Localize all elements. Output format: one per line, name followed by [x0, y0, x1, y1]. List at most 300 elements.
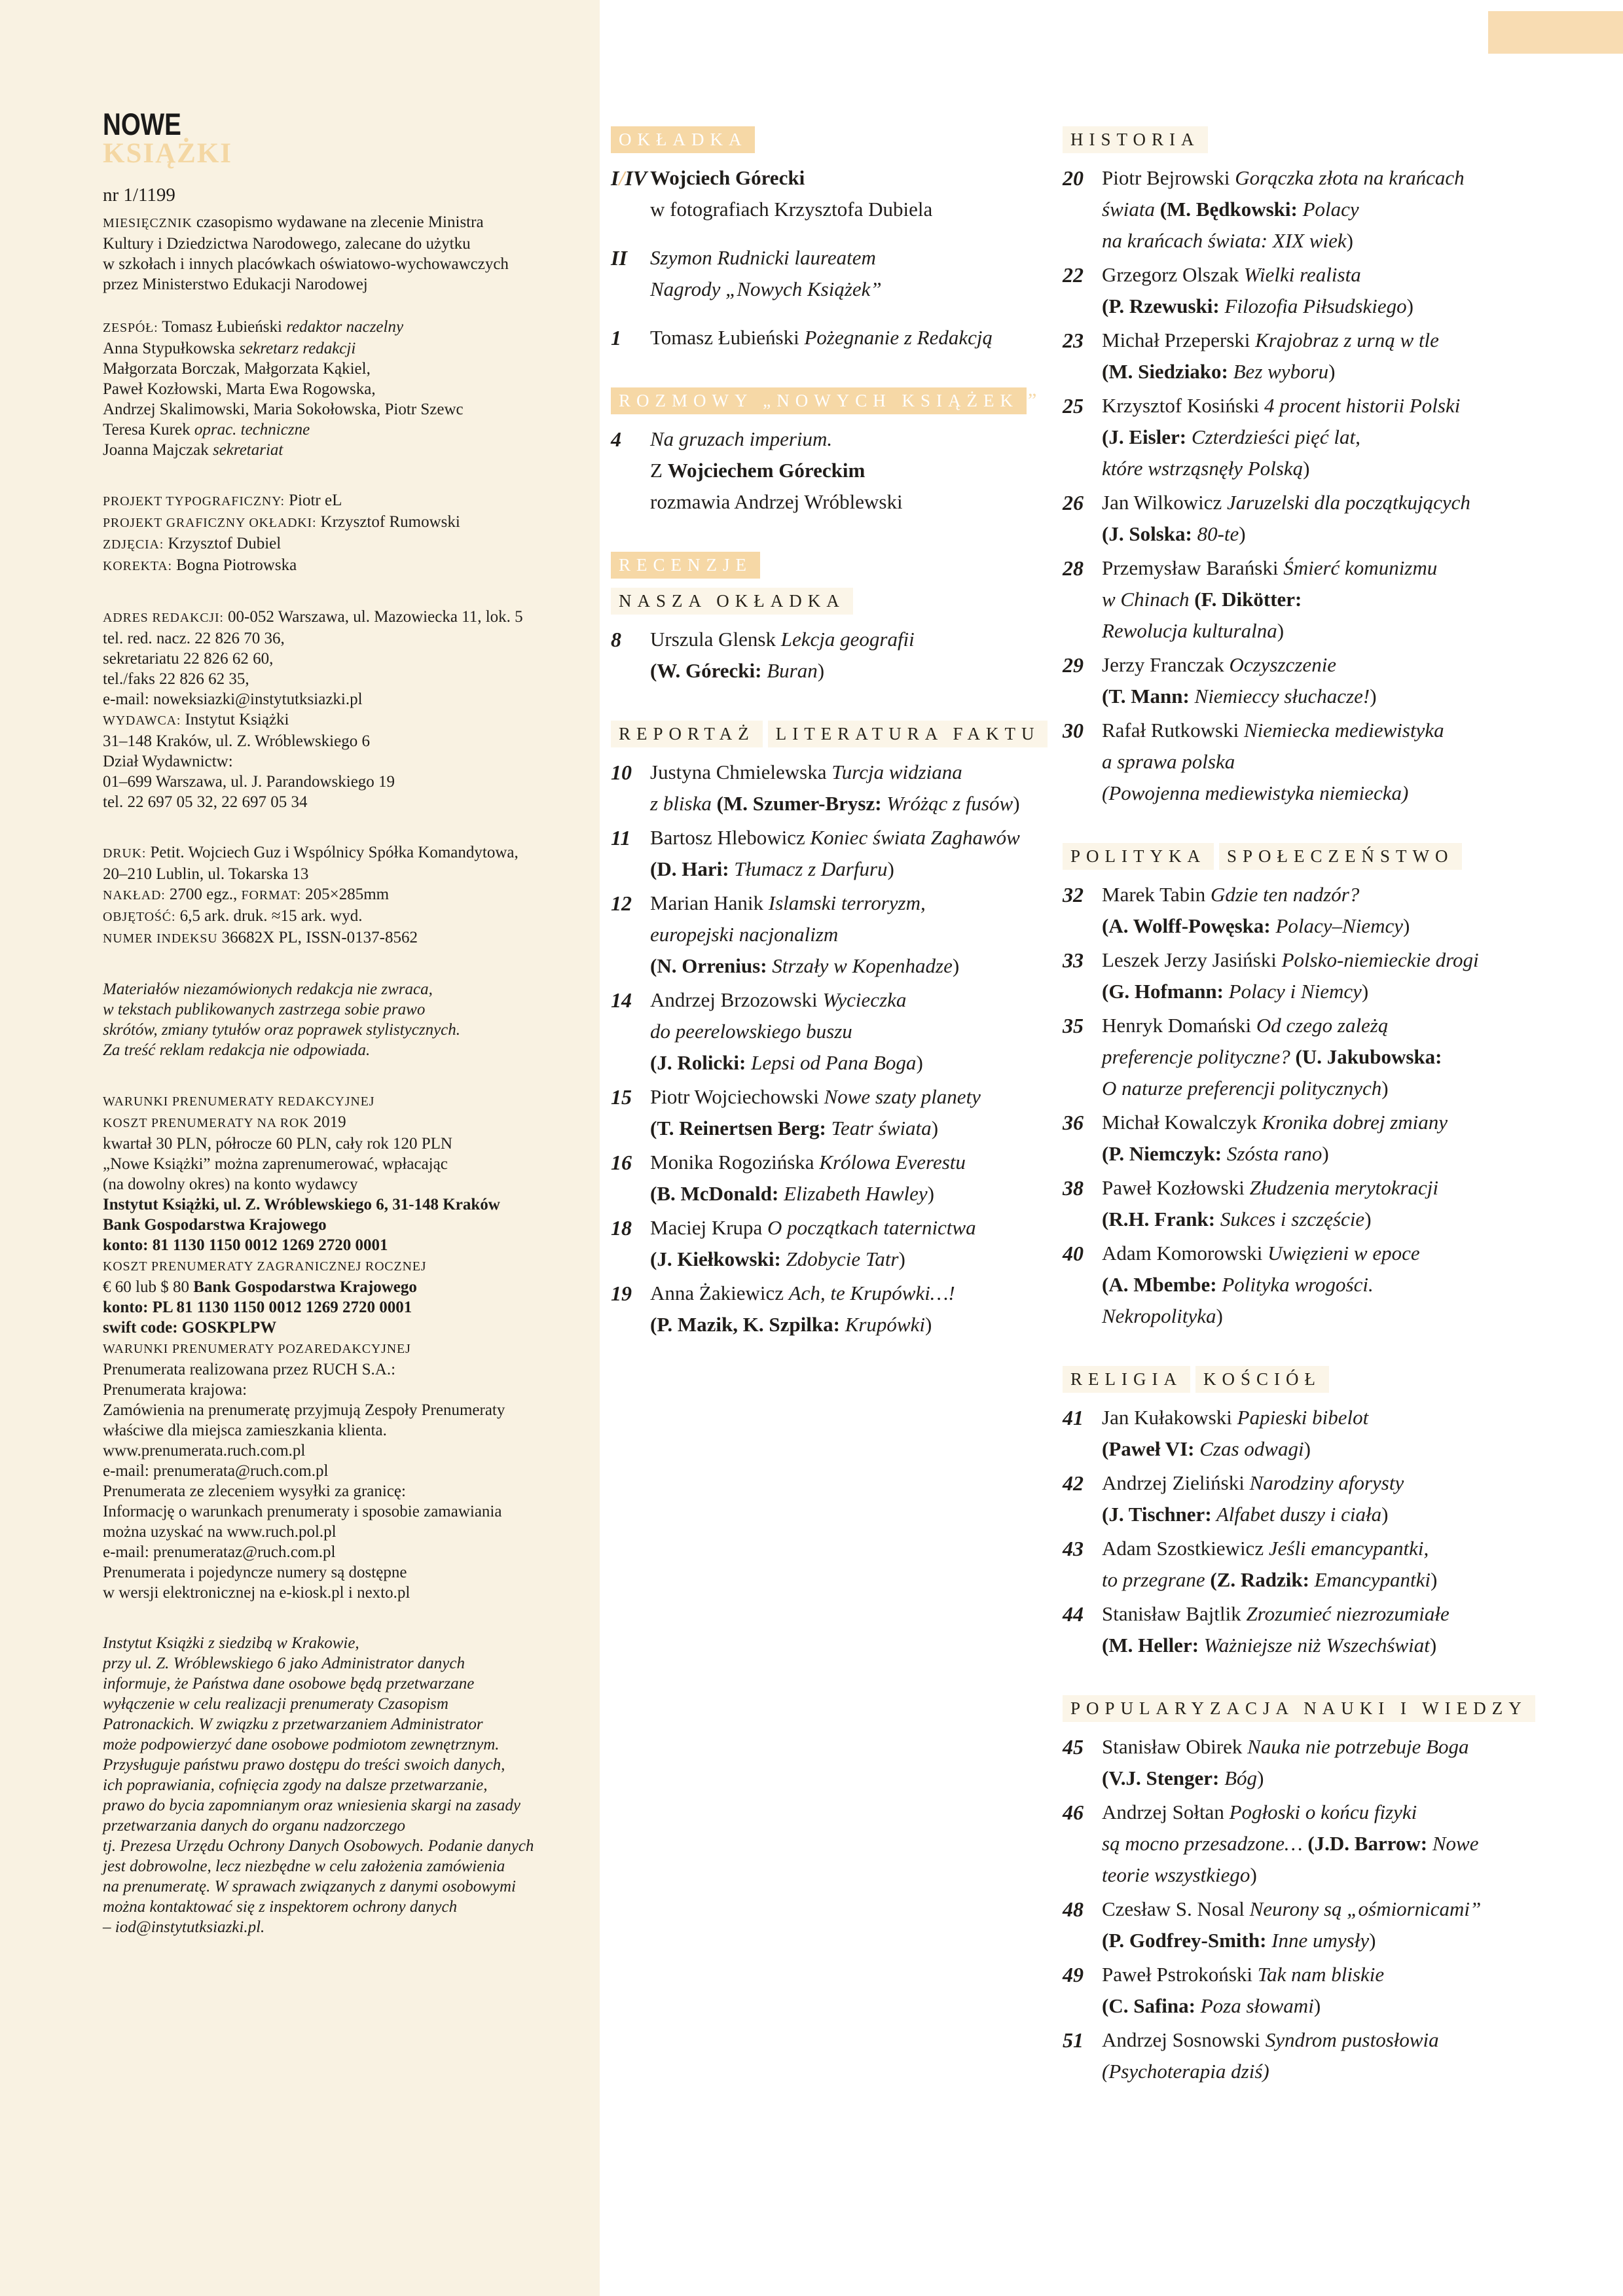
toc-line [650, 1047, 923, 1079]
toc-line [1102, 976, 1479, 1007]
toc-item [1063, 259, 1599, 322]
toc-line [1102, 259, 1413, 291]
masthead-line [103, 1633, 580, 1653]
masthead-line [103, 1040, 580, 1060]
text-segment: Krupówki [839, 1313, 925, 1336]
text-segment: O początkach taternictwa [767, 1216, 976, 1239]
text-segment: Tłumacz z Darfuru [729, 857, 888, 880]
masthead-block [103, 1090, 580, 1603]
text-segment: NAKŁAD: [103, 888, 166, 903]
text-segment: (M. Szumer-Brysz: [716, 792, 882, 815]
masthead-line [103, 1542, 580, 1562]
text-segment: Syndrom pustosłowia [1265, 2028, 1439, 2051]
text-segment: ) [931, 1117, 939, 1139]
text-segment: (Psychoterapia dziś) [1102, 2060, 1269, 2083]
text-segment: 4 procent historii Polski [1264, 394, 1461, 417]
text-segment: w szkołach i innych placówkach oświatowo-wychowawczych [103, 255, 509, 273]
text-segment: (P. Niemczyk: [1102, 1142, 1222, 1165]
section-header [611, 552, 1056, 579]
toc-item-text [1102, 715, 1444, 809]
masthead-line [103, 379, 580, 399]
toc-item-text [1102, 552, 1437, 647]
text-segment: Bartosz Hlebowicz [650, 826, 811, 849]
text-segment: Dział Wydawnictw: [103, 753, 233, 770]
text-segment: Prenumerata i pojedyncze numery są dostępne [103, 1564, 407, 1581]
toc-line [650, 423, 903, 455]
toc-line [1102, 1564, 1437, 1596]
toc-line [650, 853, 1020, 885]
text-segment: które wstrząsnęły Polską [1102, 457, 1304, 480]
masthead-block [103, 1633, 580, 1937]
text-segment: ) [1239, 522, 1246, 545]
masthead-line [103, 1235, 580, 1255]
text-segment: (M. Heller: [1102, 1634, 1199, 1657]
toc-column-right [1063, 126, 1599, 2090]
masthead-line [103, 731, 580, 751]
masthead-line [103, 628, 580, 649]
text-segment: ) [924, 1313, 932, 1336]
text-segment: (J. Rolicki: [650, 1051, 746, 1074]
toc-line [650, 322, 993, 353]
text-segment: (B. McDonald: [650, 1182, 779, 1205]
masthead-block [103, 212, 580, 295]
toc-item-text [650, 1147, 966, 1210]
text-segment: Ważniejsze niż Wszechświat [1199, 1634, 1430, 1657]
toc-item-text [650, 423, 903, 518]
toc-item-number: 11 [611, 826, 631, 850]
masthead-column [0, 0, 600, 2296]
toc-item [1063, 879, 1599, 942]
text-segment: Buran [761, 659, 818, 682]
text-segment: (A. Mbembe: [1102, 1273, 1217, 1296]
text-segment: Szymon Rudnicki laureatem [650, 246, 876, 269]
text-segment: Bank Gospodarstwa Krajowego [103, 1216, 327, 1234]
toc-item [1063, 1467, 1599, 1530]
text-segment: Michał Kowalczyk [1102, 1111, 1262, 1134]
masthead-line [103, 1255, 580, 1277]
text-segment: Henryk Domański [1102, 1014, 1256, 1037]
header-word: POPULARYZACJA NAUKI I WIEDZY [1063, 1695, 1535, 1722]
text-segment: I [611, 166, 619, 190]
text-segment: Stanisław Bajtlik [1102, 1602, 1247, 1625]
masthead-line [103, 555, 580, 577]
toc-item-text [1102, 1893, 1481, 1956]
text-segment: Monika Rogozińska [650, 1151, 820, 1174]
toc-line [1102, 325, 1439, 356]
toc-line [1102, 746, 1444, 778]
masthead-line [103, 1583, 580, 1603]
text-segment: ADRES REDAKCJI: [103, 611, 224, 625]
text-segment: Strzały w Kopenhadze [767, 954, 953, 977]
toc-item [611, 1278, 1056, 1340]
header-word: RELIGIA [1063, 1366, 1190, 1393]
toc-item-number: 40 [1063, 1242, 1084, 1265]
toc-item [611, 1081, 1056, 1144]
text-segment: (Powojenna mediewistyka niemiecka) [1102, 781, 1409, 804]
text-segment: Papieski bibelot [1237, 1406, 1369, 1429]
text-segment: (M. Będkowski: [1159, 198, 1298, 221]
toc-line [1102, 1630, 1450, 1661]
toc-line [1102, 1073, 1442, 1104]
text-segment: O naturze preferencji politycznych [1102, 1077, 1382, 1100]
toc-line [1102, 1172, 1438, 1204]
toc-item-number: 44 [1063, 1602, 1084, 1626]
toc-line [1102, 1763, 1469, 1794]
masthead-line [103, 359, 580, 379]
toc-line [650, 655, 915, 687]
toc-line [1102, 225, 1465, 257]
toc-item-text [1102, 879, 1410, 942]
toc-item [1063, 2024, 1599, 2087]
text-segment: Wojciech Górecki [650, 166, 805, 189]
text-segment: Przysługuje państwu prawo dostępu do treści swoich danych, [103, 1756, 505, 1774]
text-segment: Gorączka złota na krańcach [1235, 166, 1465, 189]
toc-line [650, 242, 882, 274]
masthead-line [103, 338, 580, 359]
toc-item [1063, 1238, 1599, 1332]
text-segment: (C. Safina: [1102, 1994, 1195, 2017]
section-header [611, 588, 1056, 615]
text-segment: Jaruzelski dla początkujących [1227, 491, 1470, 514]
toc-item-number: 42 [1063, 1471, 1084, 1495]
text-segment: ) [1346, 229, 1353, 252]
masthead-line [103, 607, 580, 628]
text-segment: Kultury i Dziedzictwa Narodowego, zalecane do użytku [103, 235, 471, 253]
toc-line [1102, 1433, 1368, 1465]
toc-item [611, 757, 1056, 819]
text-segment: (U. Jakubowska: [1295, 1045, 1442, 1068]
text-segment: swift code: GOSKPLPW [103, 1319, 277, 1336]
toc-item [1063, 487, 1599, 550]
text-segment: (D. Hari: [650, 857, 729, 880]
text-segment: ) [1328, 360, 1336, 383]
text-segment: Z [650, 459, 668, 482]
toc-item-text [650, 322, 993, 353]
text-segment: z bliska [650, 792, 717, 815]
toc-item-text [1102, 1598, 1450, 1661]
masthead-line [103, 1653, 580, 1674]
text-segment: ) [1304, 1437, 1311, 1460]
toc-line [1102, 1269, 1420, 1300]
text-segment: sekretarz redakcji [239, 340, 356, 357]
toc-item [1063, 1959, 1599, 2022]
toc-item [1063, 1107, 1599, 1170]
text-segment: 36682X PL, ISSN-0137-8562 [217, 929, 418, 946]
text-segment: skrótów, zmiany tytułów oraz poprawek stylistycznych. [103, 1021, 461, 1039]
toc-line [650, 822, 1020, 853]
text-segment: jest dobrowolne, lecz niezbędne w celu założenia zamówienia [103, 1857, 505, 1875]
text-segment: sekretariat [212, 441, 283, 459]
text-segment: Stanisław Obirek [1102, 1735, 1248, 1758]
text-segment: Ach, te Krupówki…! [788, 1282, 955, 1304]
toc-item-text [650, 624, 915, 687]
text-segment: Patronackich. W związku z przetwarzaniem Administrator [103, 1715, 483, 1733]
text-segment: Wojciechem Góreckim [667, 459, 866, 482]
text-segment: w Chinach [1102, 588, 1195, 611]
section-header [1063, 126, 1599, 153]
text-segment: Przemysław Barański [1102, 556, 1284, 579]
text-segment: ) [1361, 980, 1369, 1003]
text-segment: Bogna Piotrowska [172, 556, 297, 574]
toc-line [1102, 778, 1444, 809]
text-segment: ZDJĘCIA: [103, 537, 164, 552]
text-segment: Polacy [1297, 198, 1359, 221]
text-segment: Inne umysły [1266, 1929, 1370, 1952]
toc-line [1102, 1925, 1481, 1956]
toc-item [1063, 1533, 1599, 1596]
toc-item [1063, 162, 1599, 257]
text-segment: Grzegorz Olszak [1102, 263, 1244, 286]
text-segment: (P. Godfrey-Smith: [1102, 1929, 1267, 1952]
text-segment: ) [916, 1051, 923, 1074]
masthead-line [103, 1522, 580, 1542]
toc-line [650, 624, 915, 655]
header-word: SPOŁECZEŃSTWO [1219, 843, 1462, 870]
toc-item-text [1102, 1402, 1368, 1465]
text-segment: e-mail: noweksiazki@instytutksiazki.pl [103, 691, 363, 708]
text-segment: (T. Reinertsen Berg: [650, 1117, 826, 1139]
text-segment: Szósta rano [1222, 1142, 1322, 1165]
header-word: REPORTAŻ [611, 721, 763, 747]
masthead-line [103, 183, 580, 207]
text-segment: ) [1250, 1863, 1257, 1886]
masthead-line [103, 1734, 580, 1755]
masthead-line [103, 689, 580, 709]
text-segment: Adam Szostkiewicz [1102, 1537, 1269, 1560]
text-segment: 31–148 Kraków, ul. Z. Wróblewskiego 6 [103, 732, 370, 750]
toc-item [611, 1147, 1056, 1210]
text-segment: przy ul. Z. Wróblewskiego 6 jako Administrator danych [103, 1655, 465, 1672]
text-segment: Emancypantki [1309, 1568, 1431, 1591]
toc-line [1102, 356, 1439, 387]
toc-item [611, 1212, 1056, 1275]
masthead-line [103, 1714, 580, 1734]
text-segment: Polsko-niemieckie drogi [1281, 948, 1479, 971]
text-segment: (A. Wolff-Powęska: [1102, 914, 1271, 937]
text-segment: ) [1216, 1304, 1223, 1327]
text-segment: Piotr Wojciechowski [650, 1085, 824, 1108]
text-segment: Anna Żakiewicz [650, 1282, 789, 1304]
text-segment: Teatr świata [826, 1117, 932, 1139]
text-segment: europejski nacjonalizm [650, 923, 839, 946]
toc-item-text [1102, 1959, 1384, 2022]
text-segment: NUMER INDEKSU [103, 931, 218, 946]
text-segment: Zdobycie Tatr [780, 1247, 899, 1270]
text-segment: Rewolucja kulturalna [1102, 619, 1277, 642]
toc-item-text [1102, 390, 1460, 484]
text-segment: KOSZT PRENUMERATY NA ROK [103, 1116, 310, 1130]
toc-item-text [650, 1212, 976, 1275]
masthead-line [103, 234, 580, 254]
text-segment: Za treść reklam redakcja nie odpowiada. [103, 1041, 371, 1059]
text-segment: Justyna Chmielewska [650, 761, 832, 783]
text-segment: Paweł Kozłowski, Marta Ewa Rogowska, [103, 380, 376, 398]
toc-line [1102, 1204, 1438, 1235]
toc-item-text [1102, 1107, 1448, 1170]
masthead-line [103, 1461, 580, 1481]
text-segment: Andrzej Sołtan [1102, 1801, 1230, 1823]
text-segment: PROJEKT GRAFICZNY OKŁADKI: [103, 516, 317, 530]
text-segment: Jerzy Franczak [1102, 653, 1230, 676]
text-segment: ) [952, 954, 960, 977]
text-segment: Krzysztof Kosiński [1102, 394, 1264, 417]
toc-line [650, 788, 1020, 819]
text-segment: 205×285mm [301, 886, 390, 903]
page-corner-marker [1488, 11, 1623, 54]
text-segment: WARUNKI PRENUMERATY REDAKCYJNEJ [103, 1094, 375, 1109]
text-segment: 00-052 Warszawa, ul. Mazowiecka 11, lok. 5 [223, 608, 523, 626]
masthead-line [103, 1318, 580, 1338]
text-segment: / [619, 166, 625, 190]
toc-line [1102, 1598, 1450, 1630]
text-segment: ) [887, 857, 894, 880]
text-segment: 6,5 ark. druk. ≈15 ark. wyd. [175, 907, 363, 925]
toc-line [1102, 1467, 1404, 1499]
text-segment: ) [1369, 1929, 1376, 1952]
masthead-line [103, 1020, 580, 1040]
masthead-line [103, 999, 580, 1020]
toc-line [1102, 879, 1410, 910]
text-segment: Piotr eL [284, 492, 342, 509]
text-segment: Od czego zależą [1256, 1014, 1389, 1037]
text-segment: Gdzie ten nadzór? [1211, 883, 1360, 906]
text-segment: Nekropolityka [1102, 1304, 1216, 1327]
text-segment: Filozofia Piłsudskiego [1219, 295, 1407, 317]
text-segment: DRUK: [103, 846, 147, 861]
text-segment: w wersji elektronicznej na e-kiosk.pl i nexto.pl [103, 1584, 410, 1602]
text-segment: sekretariatu 22 826 62 60, [103, 650, 274, 668]
toc-line [1102, 194, 1465, 225]
text-segment: Rafał Rutkowski [1102, 719, 1244, 742]
text-segment: Neurony są „ośmiornicami” [1249, 1897, 1482, 1920]
toc-item-number: 32 [1063, 883, 1084, 906]
header-quote: ” [1027, 389, 1037, 411]
text-segment: Andrzej Brzozowski [650, 988, 823, 1011]
text-segment: ZESPÓŁ: [103, 321, 158, 335]
text-segment: ) [1313, 1994, 1321, 2017]
toc-line [650, 486, 903, 518]
text-segment: konto: PL 81 1130 1150 0012 1269 2720 0001 [103, 1299, 412, 1316]
toc-item [1063, 552, 1599, 647]
text-segment: Czesław S. Nosal [1102, 1897, 1250, 1920]
text-segment: Koniec świata Zaghawów [810, 826, 1020, 849]
text-segment: nr 1/1199 [103, 185, 175, 206]
text-segment: ) [817, 659, 825, 682]
masthead-line [103, 1215, 580, 1235]
header-word: LITERATURA FAKTU [768, 721, 1048, 747]
toc-line [1102, 649, 1377, 681]
text-segment: redaktor naczelny [286, 318, 404, 336]
text-segment: konto: 81 1130 1150 0012 1269 2720 0001 [103, 1236, 388, 1254]
text-segment: Krzysztof Dubiel [164, 535, 282, 552]
masthead-line [103, 1917, 580, 1937]
text-segment: Narodziny aforysty [1249, 1471, 1404, 1494]
toc-item-number: 10 [611, 761, 632, 784]
text-segment: Złudzenia merytokracji [1249, 1176, 1439, 1199]
section-header [611, 387, 1056, 414]
toc-column-middle [611, 126, 1056, 1343]
text-segment: Polacy–Niemcy [1270, 914, 1404, 937]
text-segment: w fotografiach Krzysztofa Dubiela [650, 198, 933, 221]
toc-item-text [650, 757, 1020, 819]
toc-item [1063, 1797, 1599, 1891]
masthead-line [103, 669, 580, 689]
toc-item [1063, 1010, 1599, 1104]
text-segment: IV [625, 166, 647, 190]
text-segment: kwartał 30 PLN, półrocze 60 PLN, cały rok 120 PLN [103, 1135, 452, 1153]
text-segment: Sukces i szczęście [1215, 1208, 1365, 1230]
toc-line [1102, 715, 1444, 746]
text-segment: Wielki realista [1243, 263, 1361, 286]
text-segment: Paweł Pstrokoński [1102, 1963, 1258, 1986]
text-segment: Czas odwagi [1194, 1437, 1304, 1460]
text-segment: Zamówienia na prenumeratę przyjmują Zespoły Prenumeraty [103, 1401, 505, 1419]
toc-line [1102, 1499, 1404, 1530]
toc-line [1102, 552, 1437, 584]
text-segment: Nowe szaty planety [824, 1085, 981, 1108]
text-segment: właściwe dla miejsca zamieszkania klienta. [103, 1422, 387, 1439]
masthead-line [103, 1795, 580, 1816]
toc-item [1063, 1172, 1599, 1235]
text-segment: do peerelowskiego buszu [650, 1020, 852, 1043]
masthead-block [103, 490, 580, 577]
toc-item-text [1102, 1238, 1420, 1332]
toc-line [1102, 1959, 1384, 1990]
text-segment: Jeśli emancypantki, [1268, 1537, 1429, 1560]
masthead-line [103, 1816, 580, 1836]
text-segment: OBJĘTOŚĆ: [103, 910, 176, 924]
toc-line [650, 455, 903, 486]
toc-item-number: 28 [1063, 556, 1084, 580]
masthead-block [103, 842, 580, 949]
section-header [1063, 843, 1599, 870]
toc-item-number: 51 [1063, 2028, 1084, 2052]
text-segment: Polacy i Niemcy [1224, 980, 1362, 1003]
text-segment: (F. Dikötter: [1194, 588, 1302, 611]
toc-item-number: 41 [1063, 1406, 1084, 1429]
toc-line [650, 274, 882, 305]
masthead-line [103, 864, 580, 884]
text-segment: tel. red. nacz. 22 826 70 36, [103, 630, 285, 647]
masthead-line [103, 709, 580, 731]
toc-line [1102, 1797, 1479, 1828]
logo-ksiazki: KSIĄŻKI [103, 138, 233, 169]
text-segment: Paweł Kozłowski [1102, 1176, 1250, 1199]
toc-line [1102, 1990, 1384, 2022]
header-word: OKŁADKA [611, 126, 755, 153]
text-segment: ) [1013, 792, 1020, 815]
toc-line [650, 1081, 981, 1113]
toc-line [1102, 910, 1410, 942]
text-segment: (G. Hofmann: [1102, 980, 1224, 1003]
text-segment: Krzysztof Rumowski [316, 513, 460, 531]
toc-item [1063, 1893, 1599, 1956]
text-segment: € 60 lub $ 80 [103, 1278, 194, 1296]
toc-line [1102, 1828, 1479, 1859]
text-segment: Joanna Majczak [103, 441, 213, 459]
text-segment: Kronika dobrej zmiany [1262, 1111, 1448, 1134]
masthead-line [103, 490, 580, 512]
masthead-line [103, 1400, 580, 1420]
text-segment: Instytut Książki [181, 711, 289, 728]
text-segment: e-mail: prenumerata@ruch.com.pl [103, 1462, 329, 1480]
masthead-block [103, 607, 580, 812]
toc-line [1102, 681, 1377, 712]
text-segment: ) [1403, 914, 1410, 937]
text-segment: Tomasz Łubieński [158, 318, 287, 336]
toc-line [650, 1016, 923, 1047]
toc-line [1102, 1238, 1420, 1269]
